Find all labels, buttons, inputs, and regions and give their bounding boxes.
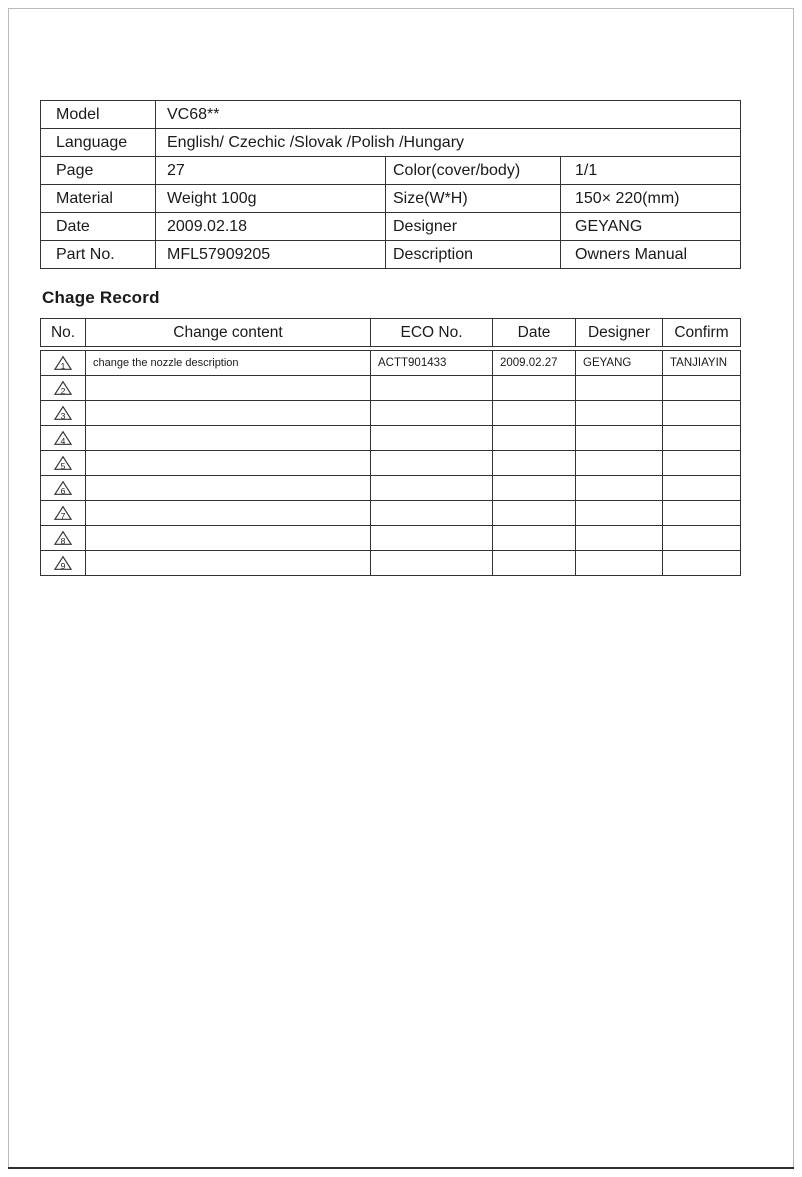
table-row xyxy=(41,551,741,576)
revision-number: 9 xyxy=(60,560,66,571)
revision-triangle-icon xyxy=(54,480,72,496)
row-number-cell xyxy=(41,526,86,551)
date-cell xyxy=(493,476,576,501)
change-content-cell: change the nozzle description xyxy=(86,351,371,376)
row-number-cell xyxy=(41,376,86,401)
revision-triangle-icon xyxy=(54,555,72,571)
change-content-cell xyxy=(86,551,371,576)
eco-no-cell: ACTT901433 xyxy=(371,351,493,376)
confirm-cell xyxy=(663,526,741,551)
confirm-cell xyxy=(663,426,741,451)
change-content-cell xyxy=(86,426,371,451)
revision-triangle-icon xyxy=(54,505,72,521)
change-record-header xyxy=(40,318,741,347)
revision-number: 6 xyxy=(60,485,66,496)
change-content-cell xyxy=(86,476,371,501)
spec-value-model: VC68** xyxy=(156,101,741,129)
header-no: No. xyxy=(41,319,86,347)
header-designer: Designer xyxy=(576,319,663,347)
revision-triangle-icon xyxy=(54,380,72,396)
revision-triangle-icon xyxy=(54,405,72,421)
table-row xyxy=(41,476,741,501)
table-row xyxy=(41,451,741,476)
table-row xyxy=(41,376,741,401)
confirm-cell xyxy=(663,476,741,501)
table-row xyxy=(41,101,741,129)
spec-label-date: Date xyxy=(41,213,156,241)
eco-no-cell xyxy=(371,501,493,526)
spec-label-description: Description xyxy=(386,241,561,269)
confirm-cell xyxy=(663,401,741,426)
change-content-cell xyxy=(86,526,371,551)
spec-value-size: 150× 220(mm) xyxy=(561,185,741,213)
revision-triangle-icon xyxy=(54,530,72,546)
table-row xyxy=(41,426,741,451)
spec-value-page: 27 xyxy=(156,157,386,185)
revision-number: 7 xyxy=(60,510,66,521)
eco-no-cell xyxy=(371,526,493,551)
confirm-cell xyxy=(663,451,741,476)
date-cell xyxy=(493,526,576,551)
date-cell: 2009.02.27 xyxy=(493,351,576,376)
eco-no-cell xyxy=(371,451,493,476)
spec-value-partno: MFL57909205 xyxy=(156,241,386,269)
header-eco-no: ECO No. xyxy=(371,319,493,347)
eco-no-cell xyxy=(371,401,493,426)
row-number-cell xyxy=(41,351,86,376)
change-content-cell xyxy=(86,501,371,526)
table-row xyxy=(41,501,741,526)
table-row xyxy=(41,241,741,269)
change-record-table xyxy=(40,350,741,576)
header-change-content: Change content xyxy=(86,319,371,347)
spec-label-page: Page xyxy=(41,157,156,185)
spec-value-designer: GEYANG xyxy=(561,213,741,241)
revision-number: 3 xyxy=(60,410,66,421)
designer-cell: GEYANG xyxy=(576,351,663,376)
table-row xyxy=(41,526,741,551)
designer-cell xyxy=(576,451,663,476)
revision-triangle-icon xyxy=(54,430,72,446)
table-row xyxy=(41,129,741,157)
spec-label-material: Material xyxy=(41,185,156,213)
revision-triangle-icon xyxy=(54,455,72,471)
revision-triangle-icon xyxy=(54,355,72,371)
header-confirm: Confirm xyxy=(663,319,741,347)
designer-cell xyxy=(576,401,663,426)
spec-value-color: 1/1 xyxy=(561,157,741,185)
spec-label-color: Color(cover/body) xyxy=(386,157,561,185)
row-number-cell xyxy=(41,426,86,451)
change-content-cell xyxy=(86,376,371,401)
revision-number: 4 xyxy=(60,435,66,446)
confirm-cell xyxy=(663,376,741,401)
revision-number: 1 xyxy=(60,360,66,371)
eco-no-cell xyxy=(371,376,493,401)
row-number-cell xyxy=(41,451,86,476)
spec-label-size: Size(W*H) xyxy=(386,185,561,213)
confirm-cell: TANJIAYIN xyxy=(663,351,741,376)
spec-label-model: Model xyxy=(41,101,156,129)
spec-table xyxy=(40,100,741,269)
confirm-cell xyxy=(663,501,741,526)
designer-cell xyxy=(576,376,663,401)
table-row xyxy=(41,185,741,213)
table-row xyxy=(41,319,741,347)
spec-value-material: Weight 100g xyxy=(156,185,386,213)
designer-cell xyxy=(576,501,663,526)
bottom-rule xyxy=(8,1167,794,1169)
change-record-title: Chage Record xyxy=(42,288,160,307)
spec-value-language: English/ Czechic /Slovak /Polish /Hungary xyxy=(156,129,741,157)
table-row xyxy=(41,351,741,376)
spec-label-designer: Designer xyxy=(386,213,561,241)
change-content-cell xyxy=(86,401,371,426)
table-row xyxy=(41,213,741,241)
row-number-cell xyxy=(41,476,86,501)
revision-number: 2 xyxy=(60,385,66,396)
date-cell xyxy=(493,451,576,476)
eco-no-cell xyxy=(371,426,493,451)
eco-no-cell xyxy=(371,551,493,576)
spec-value-date: 2009.02.18 xyxy=(156,213,386,241)
spec-label-language: Language xyxy=(41,129,156,157)
date-cell xyxy=(493,551,576,576)
revision-number: 5 xyxy=(60,460,66,471)
row-number-cell xyxy=(41,401,86,426)
eco-no-cell xyxy=(371,476,493,501)
date-cell xyxy=(493,501,576,526)
date-cell xyxy=(493,401,576,426)
table-row xyxy=(41,401,741,426)
designer-cell xyxy=(576,476,663,501)
row-number-cell xyxy=(41,551,86,576)
designer-cell xyxy=(576,526,663,551)
designer-cell xyxy=(576,426,663,451)
header-date: Date xyxy=(493,319,576,347)
date-cell xyxy=(493,376,576,401)
revision-number: 8 xyxy=(60,535,66,546)
change-content-cell xyxy=(86,451,371,476)
spec-label-partno: Part No. xyxy=(41,241,156,269)
spec-value-description: Owners Manual xyxy=(561,241,741,269)
table-row xyxy=(41,157,741,185)
confirm-cell xyxy=(663,551,741,576)
row-number-cell xyxy=(41,501,86,526)
designer-cell xyxy=(576,551,663,576)
date-cell xyxy=(493,426,576,451)
